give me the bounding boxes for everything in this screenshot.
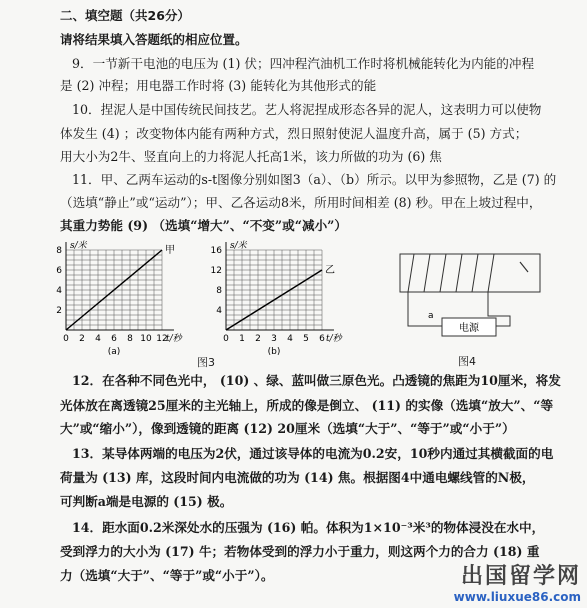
y-tick-label: 12: [210, 266, 222, 276]
x-tick-label: 3: [271, 334, 277, 344]
solenoid-body: [400, 254, 540, 292]
x-axis-label: t/秒: [326, 334, 342, 344]
question-11-line-3: 其重力势能 (9) （选填“增大”、“不变”或“减小”）: [60, 218, 348, 233]
x-tick-label: 10: [140, 334, 152, 344]
figure-3a-chart: [42, 236, 192, 364]
x-tick-label: 1: [239, 334, 245, 344]
figure-3-caption: 图3: [197, 356, 215, 369]
watermark-text: 出国留学网: [460, 564, 581, 589]
series-label: 乙: [325, 265, 335, 276]
question-9-line-2: 是 (2) 冲程；用电器工作时将 (3) 能转化为其他形式的能: [60, 78, 377, 93]
x-tick-label: 4: [95, 334, 101, 344]
question-9-line-1: 9．一节新干电池的电压为 (1) 伏；四冲程汽油机工作时将机械能转化为内能的冲程: [72, 56, 535, 71]
question-13-line-3: 可判断a端是电源的 (15) 极。: [60, 494, 233, 509]
question-13-line-1: 13．某导体两端的电压为2伏，通过该导体的电流为0.2安，10秒内通过其横截面的电: [72, 446, 554, 461]
y-axis-label: s/米: [230, 241, 247, 251]
y-tick-label: 8: [56, 246, 62, 256]
north-pole-mark: [520, 262, 528, 272]
panel-label: (b): [267, 347, 281, 357]
figure-4-caption: 图4: [458, 355, 476, 368]
x-tick-label: 5: [303, 334, 309, 344]
x-tick-label: 4: [287, 334, 293, 344]
y-tick-label: 16: [210, 246, 222, 256]
question-14-line-2: 受到浮力的大小为 (17) 牛；若物体受到的浮力小于重力，则这两个力的合力 (18) 重: [60, 544, 540, 559]
solenoid-coils: [408, 254, 494, 292]
y-tick-label: 6: [56, 266, 62, 276]
x-tick-label: 0: [63, 334, 69, 344]
question-10-line-2: 体发生 (4) ；改变物体内能有两种方式，烈日照射使泥人温度升高，属于 (5) 方式；: [60, 126, 528, 141]
x-tick-label: 12: [156, 334, 168, 344]
watermark-url: www.liuxue86.com: [453, 590, 581, 604]
y-tick-label: 8: [216, 286, 222, 296]
x-tick-label: 6: [319, 334, 325, 344]
figure-4-solenoid-diagram: [392, 246, 552, 354]
question-13-line-2: 荷量为 (13) 库，这段时间内电流做的功为 (14) 焦。根据图4中通电螺线管的N极，: [60, 470, 535, 485]
x-tick-label: 6: [111, 334, 117, 344]
section-instruction: 请将结果填入答题纸的相应位置。: [60, 32, 248, 47]
section-title: 二、填空题（共26分）: [60, 8, 190, 23]
y-tick-label: 2: [56, 306, 62, 316]
x-tick-label: 0: [223, 334, 229, 344]
wire-left: [408, 292, 442, 326]
question-12-line-3: 大”或“缩小”），像到透镜的距离 (12) 20厘米（选填“大于”、“等于”或“小于”）: [60, 421, 515, 436]
y-axis-label: s/米: [70, 241, 87, 251]
watermark: [454, 559, 581, 604]
question-14-line-3: 力（选填“大于”、“等于”或“小于”）。: [60, 568, 274, 583]
series-label: 甲: [165, 245, 175, 256]
panel-label: (a): [107, 347, 121, 357]
x-tick-label: 2: [79, 334, 85, 344]
figure-3b-chart: [202, 236, 352, 364]
terminal-a-label: a: [428, 311, 434, 321]
y-tick-label: 4: [216, 306, 222, 316]
y-tick-label: 4: [56, 286, 62, 296]
x-axis-label: t/秒: [166, 334, 182, 344]
question-12-line-1: 12．在各种不同色光中， (10) 、绿、蓝叫做三原色光。凸透镜的焦距为10厘米，将发: [72, 373, 561, 388]
power-source-label: 电源: [459, 323, 479, 334]
question-11-line-2: （选填“静止”或“运动”）；甲、乙各运动8米，所用时间相差 (8) 秒。甲在上坡过程中，: [60, 195, 542, 210]
grid: [226, 250, 322, 330]
question-10-line-1: 10．捏泥人是中国传统民间技艺。艺人将泥捏成形态各异的泥人，这表明力可以使物: [72, 102, 542, 117]
x-tick-label: 8: [127, 334, 133, 344]
question-14-line-1: 14．距水面0.2米深处水的压强为 (16) 帕。体积为1×10⁻³米³的物体浸没在水中，: [72, 520, 545, 535]
question-11-line-1: 11．甲、乙两车运动的s-t图像分别如图3（a）、（b）所示。以甲为参照物，乙是 (7) 的: [72, 172, 557, 187]
question-12-line-2: 光体放在离透镜25厘米的主光轴上，所成的像是倒立、 (11) 的实像（选填“放大”、“等: [60, 398, 554, 413]
x-tick-label: 2: [255, 334, 261, 344]
question-10-line-3: 用大小为2牛、竖直向上的力将泥人托高1米，该力所做的功为 (6) 焦: [60, 149, 442, 164]
